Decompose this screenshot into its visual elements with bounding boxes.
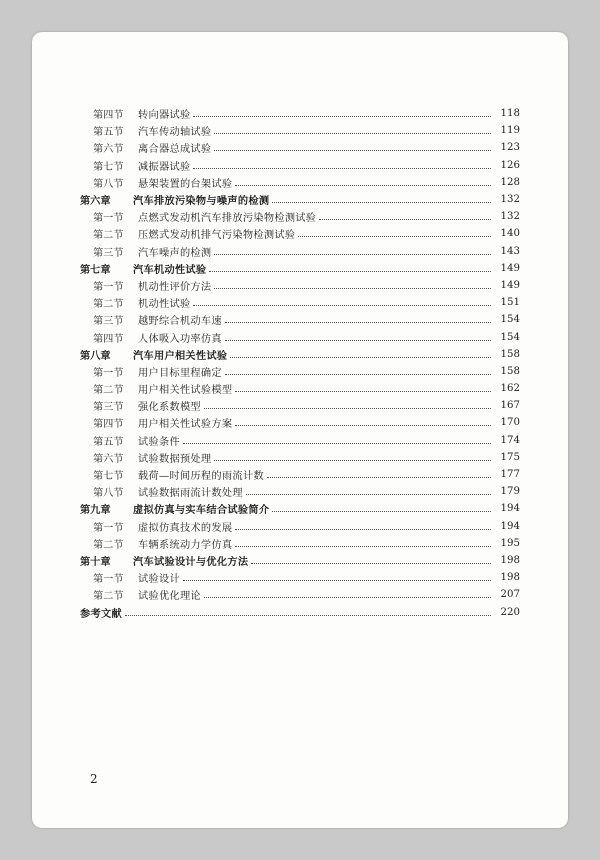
toc-entry-page: 174 — [500, 434, 520, 446]
toc-entry-title: 载荷—时间历程的雨流计数 — [138, 471, 264, 483]
dot-leader — [298, 236, 491, 237]
toc-entry-number: 第七节 — [93, 161, 124, 173]
toc-entry-number: 第七章 — [80, 263, 111, 276]
toc-entry-title: 人体吸入功率仿真 — [138, 333, 222, 345]
dot-leader — [235, 391, 491, 392]
toc-entry-title: 减振器试验 — [138, 161, 191, 173]
toc-entry-number: 第六节 — [93, 453, 124, 465]
toc-entry-title: 机动性试验 — [138, 299, 191, 311]
toc-entry-title: 汽车噪声的检测 — [138, 247, 212, 259]
toc-entry-number: 第一节 — [93, 281, 124, 293]
toc-entry-page: 140 — [500, 228, 520, 240]
toc-entry-title: 用户相关性试验方案 — [138, 419, 233, 431]
toc-entry-number: 第五节 — [93, 436, 124, 448]
toc-entry-number: 第二节 — [93, 385, 124, 397]
dot-leader — [204, 597, 491, 598]
dot-leader — [267, 477, 491, 478]
toc-section-entry — [80, 397, 520, 414]
toc-entry-page: 198 — [500, 554, 520, 566]
toc-entry-number: 第二节 — [93, 591, 124, 603]
toc-entry-title: 转向器试验 — [138, 110, 191, 122]
dot-leader — [319, 219, 491, 220]
toc-entry-number: 第一节 — [93, 367, 124, 379]
dot-leader — [214, 133, 491, 134]
dot-leader — [235, 425, 491, 426]
toc-entry-number: 第二节 — [93, 230, 124, 242]
toc-entry-title: 汽车传动轴试验 — [138, 127, 212, 139]
toc-entry-title: 点燃式发动机汽车排放污染物检测试验 — [138, 213, 317, 225]
dot-leader — [214, 254, 491, 255]
dot-leader — [183, 580, 491, 581]
toc-entry-number: 第四节 — [93, 333, 124, 345]
toc-entry-page: 198 — [500, 572, 520, 584]
dot-leader — [235, 185, 491, 186]
toc-entry-page: 162 — [500, 383, 520, 395]
toc-entry-number: 第十章 — [80, 555, 111, 568]
toc-section-entry — [80, 414, 520, 431]
document-page — [32, 32, 568, 828]
toc-entry-title: 车辆系统动力学仿真 — [138, 539, 233, 551]
toc-section-entry — [80, 380, 520, 397]
toc-section-entry — [80, 105, 520, 122]
toc-entry-number: 第三节 — [93, 247, 124, 259]
toc-entry-page: 177 — [500, 469, 520, 481]
toc-chapter-entry — [80, 603, 520, 620]
dot-leader — [246, 494, 491, 495]
toc-entry-page: 132 — [500, 194, 520, 206]
toc-section-entry — [80, 466, 520, 483]
toc-entry-title: 试验数据雨流计数处理 — [138, 488, 243, 500]
toc-section-entry — [80, 363, 520, 380]
toc-entry-number: 第六节 — [93, 144, 124, 156]
toc-section-entry — [80, 294, 520, 311]
dot-leader — [235, 546, 491, 547]
toc-section-entry — [80, 208, 520, 225]
toc-entry-page: 128 — [500, 176, 520, 188]
dot-leader — [272, 511, 491, 512]
toc-entry-page: 123 — [500, 142, 520, 154]
toc-entry-number: 第四节 — [93, 419, 124, 431]
toc-entry-page: 154 — [500, 331, 520, 343]
toc-entry-page: 149 — [500, 279, 520, 291]
toc-entry-title: 机动性评价方法 — [138, 281, 212, 293]
toc-entry-title: 用户相关性试验模型 — [138, 385, 233, 397]
toc-entry-number: 第七节 — [93, 471, 124, 483]
dot-leader — [204, 408, 491, 409]
toc-entry-title: 参考文献 — [80, 607, 122, 620]
toc-section-entry — [80, 328, 520, 345]
toc-entry-page: 158 — [500, 348, 520, 360]
toc-entry-number: 第三节 — [93, 316, 124, 328]
toc-entry-page: 220 — [500, 606, 520, 618]
toc-entry-title: 用户目标里程确定 — [138, 367, 222, 379]
toc-section-entry — [80, 174, 520, 191]
toc-entry-title: 汽车用户相关性试验 — [133, 349, 228, 362]
toc-chapter-entry — [80, 552, 520, 569]
dot-leader — [214, 150, 491, 151]
toc-entry-title: 越野综合机动车速 — [138, 316, 222, 328]
toc-section-entry — [80, 277, 520, 294]
table-of-contents — [80, 105, 520, 621]
toc-entry-page: 207 — [500, 589, 520, 601]
dot-leader — [225, 340, 491, 341]
dot-leader — [214, 288, 491, 289]
toc-section-entry — [80, 535, 520, 552]
toc-entry-title: 汽车排放污染物与噪声的检测 — [133, 195, 270, 208]
toc-entry-title: 试验条件 — [138, 436, 180, 448]
toc-entry-page: 143 — [500, 245, 520, 257]
toc-entry-number: 第六章 — [80, 195, 111, 208]
toc-entry-number: 第八章 — [80, 349, 111, 362]
toc-entry-number: 第五节 — [93, 127, 124, 139]
dot-leader — [225, 374, 491, 375]
toc-entry-title: 试验数据预处理 — [138, 453, 212, 465]
toc-section-entry — [80, 122, 520, 139]
dot-leader — [193, 305, 491, 306]
toc-entry-title: 悬架装置的台架试验 — [138, 178, 233, 190]
toc-section-entry — [80, 432, 520, 449]
toc-section-entry — [80, 243, 520, 260]
dot-leader — [251, 563, 491, 564]
toc-chapter-entry — [80, 191, 520, 208]
toc-entry-number: 第一节 — [93, 574, 124, 586]
toc-entry-page: 132 — [500, 211, 520, 223]
toc-entry-page: 194 — [500, 503, 520, 515]
toc-entry-number: 第二节 — [93, 299, 124, 311]
toc-section-entry — [80, 225, 520, 242]
toc-entry-title: 压燃式发动机排气污染物检测试验 — [138, 230, 296, 242]
toc-section-entry — [80, 483, 520, 500]
toc-entry-title: 虚拟仿真与实车结合试验简介 — [133, 504, 270, 517]
toc-section-entry — [80, 569, 520, 586]
toc-entry-page: 126 — [500, 159, 520, 171]
dot-leader — [193, 168, 491, 169]
toc-entry-number: 第四节 — [93, 110, 124, 122]
toc-entry-page: 158 — [500, 365, 520, 377]
dot-leader — [235, 529, 491, 530]
dot-leader — [225, 322, 491, 323]
toc-chapter-entry — [80, 346, 520, 363]
toc-entry-page: 167 — [500, 400, 520, 412]
toc-entry-page: 149 — [500, 262, 520, 274]
toc-entry-title: 试验优化理论 — [138, 591, 201, 603]
toc-entry-number: 第一节 — [93, 213, 124, 225]
toc-section-entry — [80, 586, 520, 603]
toc-entry-title: 汽车试验设计与优化方法 — [133, 555, 249, 568]
toc-entry-page: 179 — [500, 486, 520, 498]
toc-section-entry — [80, 157, 520, 174]
toc-entry-title: 离合器总成试验 — [138, 144, 212, 156]
dot-leader — [183, 443, 491, 444]
toc-entry-page: 154 — [500, 314, 520, 326]
toc-entry-page: 170 — [500, 417, 520, 429]
toc-entry-number: 第八节 — [93, 488, 124, 500]
toc-entry-number: 第二节 — [93, 539, 124, 551]
dot-leader — [230, 357, 491, 358]
toc-entry-title: 虚拟仿真技术的发展 — [138, 522, 233, 534]
toc-section-entry — [80, 139, 520, 156]
toc-section-entry — [80, 311, 520, 328]
dot-leader — [214, 460, 491, 461]
page-number: 2 — [90, 772, 98, 786]
dot-leader — [193, 116, 491, 117]
toc-entry-number: 第八节 — [93, 178, 124, 190]
toc-chapter-entry — [80, 260, 520, 277]
dot-leader — [125, 615, 491, 616]
toc-entry-number: 第一节 — [93, 522, 124, 534]
toc-entry-page: 119 — [500, 125, 520, 137]
toc-section-entry — [80, 449, 520, 466]
toc-entry-title: 强化系数模型 — [138, 402, 201, 414]
toc-chapter-entry — [80, 500, 520, 517]
toc-entry-page: 151 — [500, 297, 520, 309]
toc-entry-number: 第九章 — [80, 504, 111, 517]
toc-entry-page: 195 — [500, 537, 520, 549]
toc-section-entry — [80, 518, 520, 535]
dot-leader — [209, 271, 491, 272]
toc-entry-page: 175 — [500, 451, 520, 463]
toc-entry-title: 试验设计 — [138, 574, 180, 586]
toc-entry-page: 194 — [500, 520, 520, 532]
toc-entry-title: 汽车机动性试验 — [133, 263, 207, 276]
toc-entry-number: 第三节 — [93, 402, 124, 414]
toc-entry-page: 118 — [500, 108, 520, 120]
dot-leader — [272, 202, 491, 203]
